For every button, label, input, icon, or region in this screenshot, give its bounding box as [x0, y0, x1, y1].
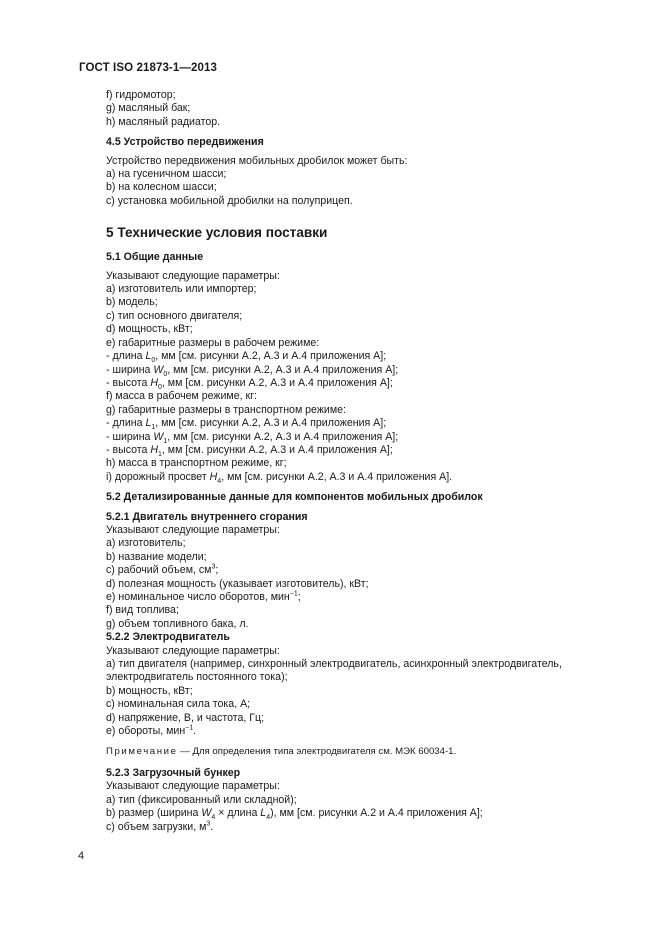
list-item: d) мощность, кВт;	[106, 323, 193, 336]
section-5-1-title: 5.1 Общие данные	[106, 251, 204, 264]
list-item: a) тип двигателя (например, синхронный электродвигатель, асинхронный электродвигатель, электродвигатель постоянного тока);	[106, 658, 562, 684]
list-item: b) мощность, кВт;	[106, 684, 193, 697]
standard-header: ГОСТ ISO 21873-1—2013	[79, 62, 217, 74]
list-item: - длина $L_1$, мм [см. рисунки А.2, А.3 и А.4 приложения А];	[106, 417, 387, 432]
paragraph: Указывают следующие параметры:	[106, 780, 280, 793]
list-item: c) тип основного двигателя;	[106, 309, 243, 322]
paragraph: Указывают следующие параметры:	[106, 269, 280, 282]
list-item: - высота $H_1$, мм [см. рисунки А.2, А.3 и А.4 приложения А];	[106, 443, 393, 459]
list-item: c) рабочий объем, $см^3$;	[106, 563, 219, 577]
list-item: - высота $H_0$, мм [см. рисунки А.2, А.3 и А.4 приложения А];	[106, 376, 393, 392]
page-number: 4	[78, 850, 85, 862]
list-item: f) гидромотор;	[106, 89, 176, 101]
note-label: Примечание	[106, 746, 178, 758]
list-item: f) масса в рабочем режиме, кг:	[106, 390, 257, 403]
list-item: g) объем топливного бака, л.	[106, 617, 249, 630]
list-item: c) установка мобильной дробилки на полуприцеп.	[106, 194, 353, 207]
list-item: a) изготовитель;	[106, 537, 186, 550]
list-item: f) вид топлива;	[106, 604, 179, 617]
list-item: e) номинальное число оборотов, мин$^{-1}$;	[106, 590, 301, 603]
section-5-2-2-title: 5.2.2 Электродвигатель	[106, 631, 230, 644]
section-4-5-title: 4.5 Устройство передвижения	[106, 136, 264, 149]
list-item: d) полезная мощность (указывает изготовитель), кВт;	[106, 577, 369, 590]
section-5-2-3-title: 5.2.3 Загрузочный бункер	[106, 766, 241, 779]
list-item: b) размер (ширина $W_4$ × длина $L_4$), мм [см. рисунки А.2 и А.4 приложения А];	[106, 807, 483, 822]
list-item: e) обороты, мин$^{-1}$.	[106, 724, 197, 738]
list-item: a) тип (фиксированный или складной);	[106, 793, 297, 806]
list-item: h) масса в транспортном режиме, кг;	[106, 457, 287, 470]
list-item: b) модель;	[106, 296, 158, 309]
page-content	[106, 89, 606, 834]
list-item: - ширина $W_0$, мм [см. рисунки А.2, А.3 и А.4 приложения А];	[106, 363, 399, 378]
paragraph: Указывают следующие параметры:	[106, 644, 280, 657]
list-item: g) масляный бак;	[106, 102, 191, 115]
paragraph: Указывают следующие параметры:	[106, 523, 280, 536]
list-item: i) дорожный просвет $H_4$, мм [см. рисунки А.2, А.3 и А.4 приложения А].	[106, 470, 453, 485]
list-item: d) напряжение, В, и частота, Гц;	[106, 711, 265, 724]
list-item: - ширина $W_1$, мм [см. рисунки А.2, А.3 и А.4 приложения А];	[106, 430, 399, 445]
list-item: b) на колесном шасси;	[106, 181, 217, 194]
section-5-2-1-title: 5.2.1 Двигатель внутреннего сгорания	[106, 510, 308, 523]
paragraph: Устройство передвижения мобильных дробилок может быть:	[106, 154, 408, 167]
note-text: — Для определения типа электродвигателя см. МЭК 60034-1.	[177, 746, 457, 758]
list-item: c) номинальная сила тока, А;	[106, 698, 251, 711]
list-item: a) на гусеничном шасси;	[106, 168, 227, 181]
list-item: c) объем загрузки, $м^3$.	[106, 819, 214, 833]
section-5-title: 5 Технические условия поставки	[106, 225, 328, 241]
list-item: - длина $L_0$, мм [см. рисунки А.2, А.3 и А.4 приложения А];	[106, 350, 387, 365]
list-item: a) изготовитель или импортер;	[106, 283, 257, 296]
list-item: e) габаритные размеры в рабочем режиме:	[106, 336, 320, 349]
list-item: g) габаритные размеры в транспортном режиме:	[106, 403, 346, 416]
list-item: b) название модели;	[106, 550, 207, 563]
list-item: h) масляный радиатор.	[106, 115, 221, 128]
section-5-2-title: 5.2 Детализированные данные для компонентов мобильных дробилок	[106, 491, 483, 504]
note	[106, 745, 606, 758]
